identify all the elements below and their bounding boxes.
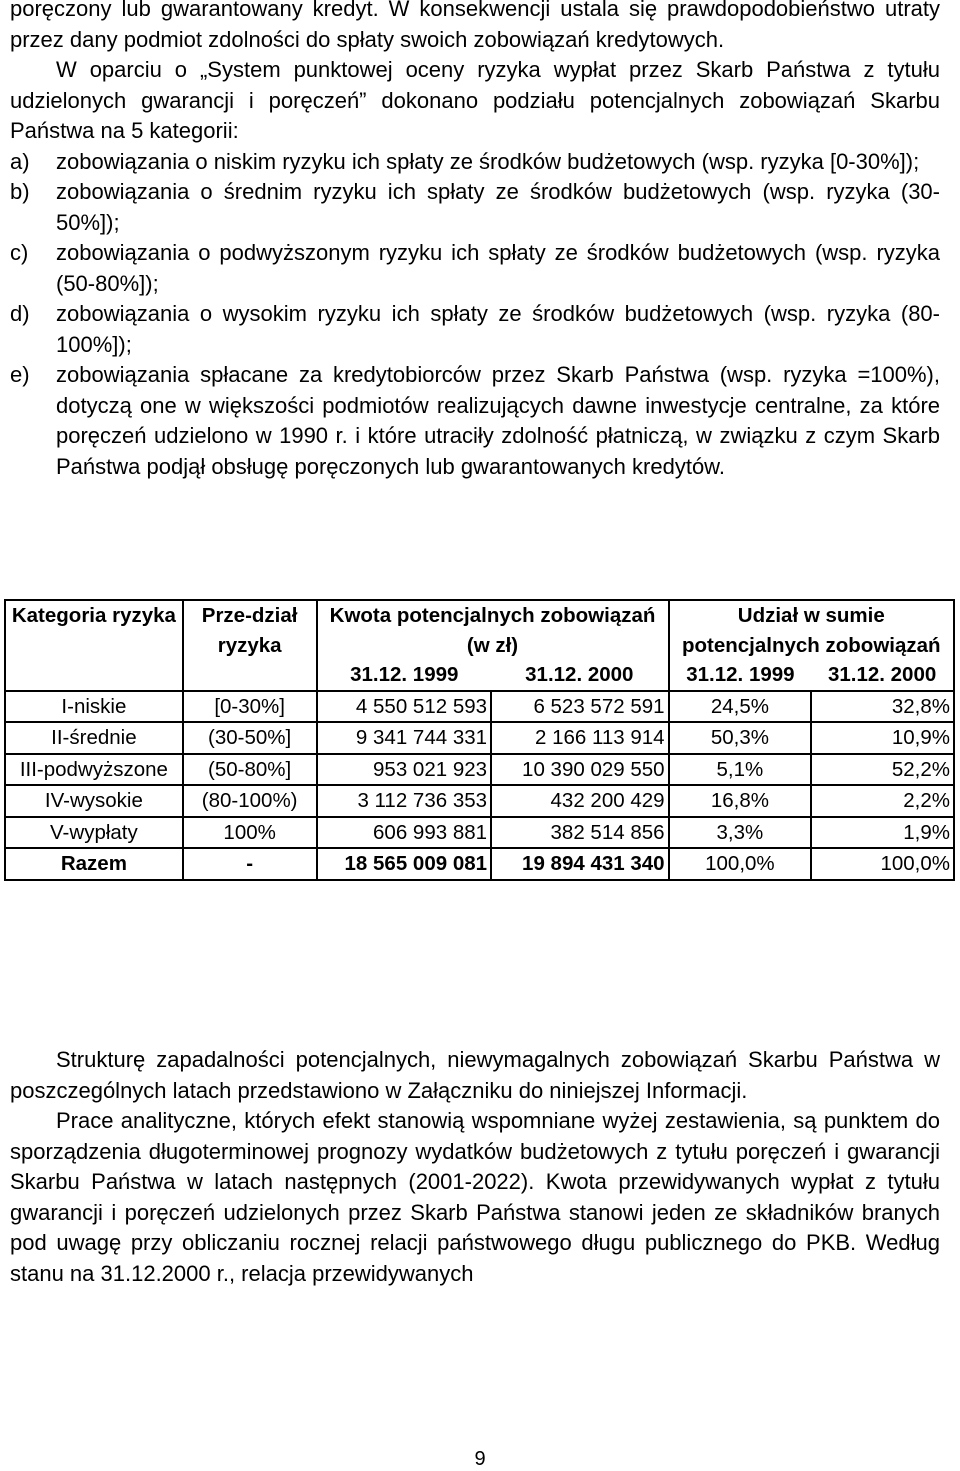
list-item (10, 177, 940, 238)
cell-udzial-1999: 50,3% (669, 722, 812, 754)
table-row (5, 785, 954, 817)
list-item-text: zobowiązania o wysokim ryzyku ich spłaty ze środków budżetowych (wsp. ryzyka (80-100%]); (56, 301, 940, 357)
list-item (10, 147, 940, 178)
header-udzial-2000: 31.12. 2000 (811, 660, 954, 691)
cell-kwota-1999: 953 021 923 (317, 754, 492, 786)
cell-przedzial: - (183, 848, 317, 880)
list-marker: a) (10, 148, 30, 174)
cell-udzial-1999: 3,3% (669, 817, 812, 849)
header-kwota: Kwota potencjalnych zobowiązań (w zł) (317, 600, 669, 660)
cell-kwota-1999: 606 993 881 (317, 817, 492, 849)
document-body (10, 0, 940, 482)
cell-udzial-1999: 100,0% (669, 848, 812, 880)
list-item-text: zobowiązania spłacane za kredytobiorców przez Skarb Państwa (wsp. ryzyka =100%), dotyczą one w większości podmiotów realizujących dawne inwestycje centralne, za które poręczeń udzielono w 1990 r. i które utraciły zdolność płatniczą, w związku z czym Skarb Państwa podjął obsługę poręczonych lub gwarantowanych kredytów. (56, 362, 940, 479)
cell-udzial-2000: 10,9% (811, 722, 954, 754)
list-item-text: zobowiązania o średnim ryzyku ich spłaty ze środków budżetowych (wsp. ryzyka (30-50%]); (56, 179, 940, 235)
cell-kategoria: II-średnie (5, 722, 183, 754)
cell-kwota-2000: 432 200 429 (491, 785, 669, 817)
list-item (10, 360, 940, 482)
cell-przedzial: 100% (183, 817, 317, 849)
cell-udzial-1999: 16,8% (669, 785, 812, 817)
cell-udzial-1999: 24,5% (669, 691, 812, 723)
paragraph-system-ocena: W oparciu o „System punktowej oceny ryzyka wypłat przez Skarb Państwa z tytułu udzielonych gwarancji i poręczeń” dokonano podziału potencjalnych zobowiązań Skarbu Państwa na 5 kategorii: (10, 57, 940, 143)
cell-kwota-1999: 4 550 512 593 (317, 691, 492, 723)
table-row (5, 817, 954, 849)
cell-przedzial: [0-30%] (183, 691, 317, 723)
cell-kategoria: I-niskie (5, 691, 183, 723)
list-item (10, 238, 940, 299)
paragraph-intro-continuation: poręczony lub gwarantowany kredyt. W konsekwencji ustala się prawdopodobieństwo utraty przez dany podmiot zdolności do spłaty swoich zobowiązań kredytowych. (10, 0, 940, 52)
document-body-continued (10, 1045, 940, 1289)
cell-kwota-2000: 10 390 029 550 (491, 754, 669, 786)
header-przedzial: Prze-dział ryzyka (183, 600, 317, 691)
header-kwota-2000: 31.12. 2000 (491, 660, 669, 691)
cell-kategoria: V-wypłaty (5, 817, 183, 849)
paragraph-prace-analityczne: Prace analityczne, których efekt stanowią wspomniane wyżej zestawienia, są punktem do sporządzenia długoterminowej prognozy wydatków budżetowych z tytułu poręczeń i gwarancji Skarbu Państwa w latach następnych (2001-2022). Kwota przewidywanych wypłat z tytułu gwarancji i poręczeń udzielonych przez Skarb Państwa stanowi jeden ze składników branych pod uwagę przy obliczaniu rocznej relacji państwowego długu publicznego do PKB. Według stanu na 31.12.2000 r., relacja przewidywanych (10, 1108, 940, 1286)
list-marker: d) (10, 301, 30, 326)
cell-udzial-2000: 52,2% (811, 754, 954, 786)
cell-przedzial: (80-100%) (183, 785, 317, 817)
risk-category-list (10, 147, 940, 483)
cell-udzial-2000: 2,2% (811, 785, 954, 817)
cell-udzial-1999: 5,1% (669, 754, 812, 786)
cell-kategoria: IV-wysokie (5, 785, 183, 817)
table-header-row (5, 600, 954, 660)
page-number: 9 (474, 1448, 486, 1470)
header-kwota-1999: 31.12. 1999 (317, 660, 492, 691)
cell-udzial-2000: 32,8% (811, 691, 954, 723)
cell-przedzial: (30-50%] (183, 722, 317, 754)
header-udzial-1999: 31.12. 1999 (669, 660, 812, 691)
header-udzial: Udział w sumie potencjalnych zobowiązań (669, 600, 954, 660)
cell-kwota-2000: 6 523 572 591 (491, 691, 669, 723)
cell-kwota-2000: 382 514 856 (491, 817, 669, 849)
cell-kwota-1999: 18 565 009 081 (317, 848, 492, 880)
table-total-row (5, 848, 954, 880)
header-kategoria: Kategoria ryzyka (5, 600, 183, 691)
cell-przedzial: (50-80%] (183, 754, 317, 786)
cell-udzial-2000: 100,0% (811, 848, 954, 880)
cell-kwota-2000: 19 894 431 340 (491, 848, 669, 880)
cell-kategoria: III-podwyższone (5, 754, 183, 786)
list-marker: b) (10, 179, 30, 204)
table-row (5, 754, 954, 786)
list-item-text: zobowiązania o podwyższonym ryzyku ich spłaty ze środków budżetowych (wsp. ryzyka (50-80%]); (56, 240, 940, 296)
cell-udzial-2000: 1,9% (811, 817, 954, 849)
cell-kwota-1999: 9 341 744 331 (317, 722, 492, 754)
table-row (5, 691, 954, 723)
list-marker: e) (10, 362, 30, 387)
list-marker: c) (10, 240, 29, 265)
list-item-text: zobowiązania o niskim ryzyku ich spłaty ze środków budżetowych (wsp. ryzyka [0-30%]); (56, 148, 920, 174)
list-item (10, 299, 940, 360)
cell-kwota-2000: 2 166 113 914 (491, 722, 669, 754)
risk-table (4, 599, 955, 881)
paragraph-struktura: Strukturę zapadalności potencjalnych, niewymagalnych zobowiązań Skarbu Państwa w poszczególnych latach przedstawiono w Załączniku do niniejszej Informacji. (10, 1047, 940, 1103)
cell-kategoria: Razem (5, 848, 183, 880)
table-row (5, 722, 954, 754)
cell-kwota-1999: 3 112 736 353 (317, 785, 492, 817)
